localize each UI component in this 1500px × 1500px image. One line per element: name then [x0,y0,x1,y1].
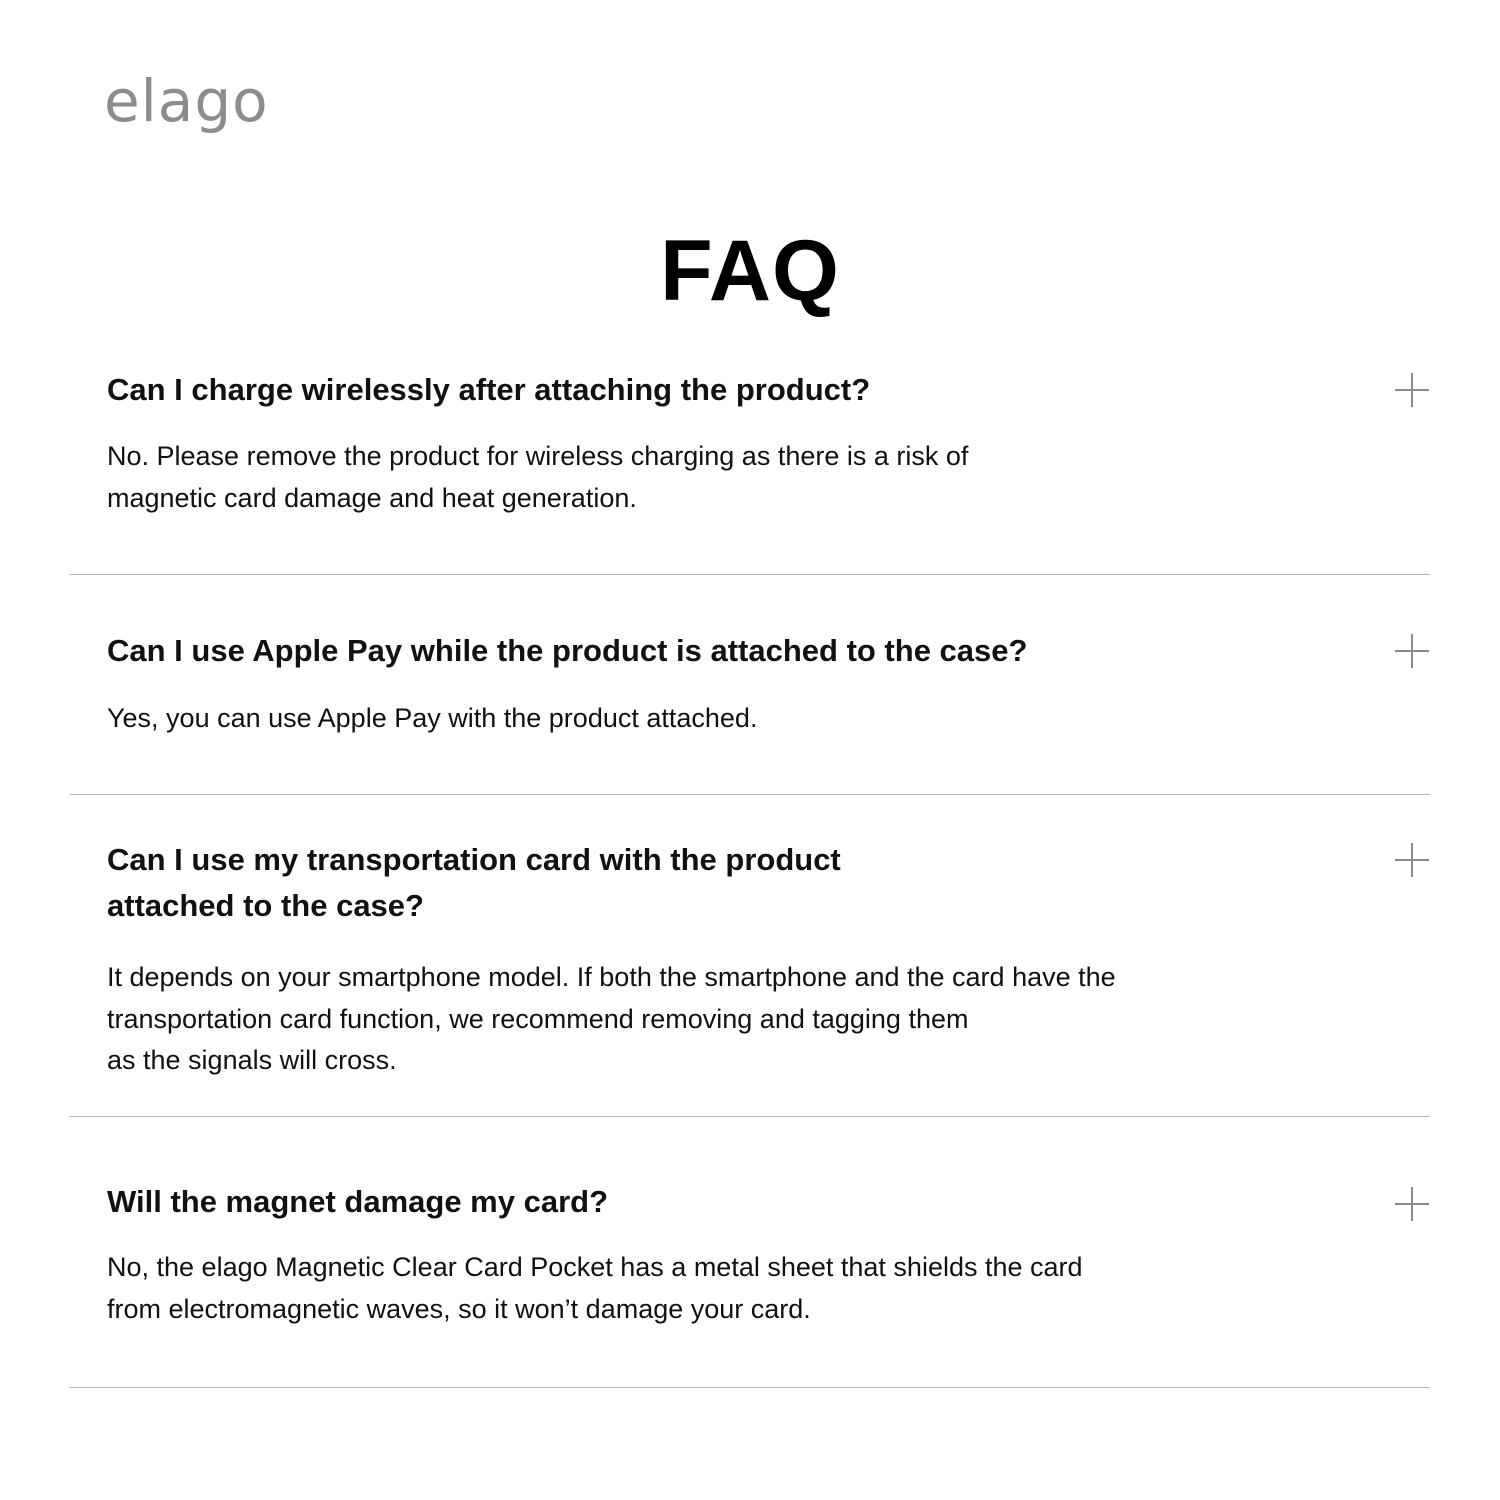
faq-question[interactable]: Can I use my transportation card with the product attached to the case? [107,842,841,923]
faq-question[interactable]: Can I use Apple Pay while the product is attached to the case? [107,633,1028,668]
faq-item [70,1117,1430,1388]
faq-question[interactable]: Will the magnet damage my card? [107,1184,609,1219]
faq-answer: Yes, you can use Apple Pay with the product attached. [107,703,758,733]
faq-answer: No, the elago Magnetic Clear Card Pocket has a metal sheet that shields the card from electromagnetic waves, so it won’t damage your card. [107,1252,1083,1324]
elago-logo: elago [104,67,269,135]
faq-answer: No. Please remove the product for wireless charging as there is a risk of magnetic card damage and heat generation. [107,441,969,513]
faq-item [70,795,1430,1117]
faq-item [70,575,1430,795]
plus-icon[interactable] [1394,1186,1430,1222]
plus-icon[interactable] [1394,842,1430,878]
faq-question[interactable]: Can I charge wirelessly after attaching the product? [107,372,871,407]
page-title: FAQ [660,223,840,319]
faq-answer: It depends on your smartphone model. If both the smartphone and the card have the transportation card function, we recommend removing and tagging them as the signals will cross. [107,962,1116,1075]
faq-item [70,350,1430,575]
plus-icon[interactable] [1394,633,1430,669]
plus-icon[interactable] [1394,372,1430,408]
